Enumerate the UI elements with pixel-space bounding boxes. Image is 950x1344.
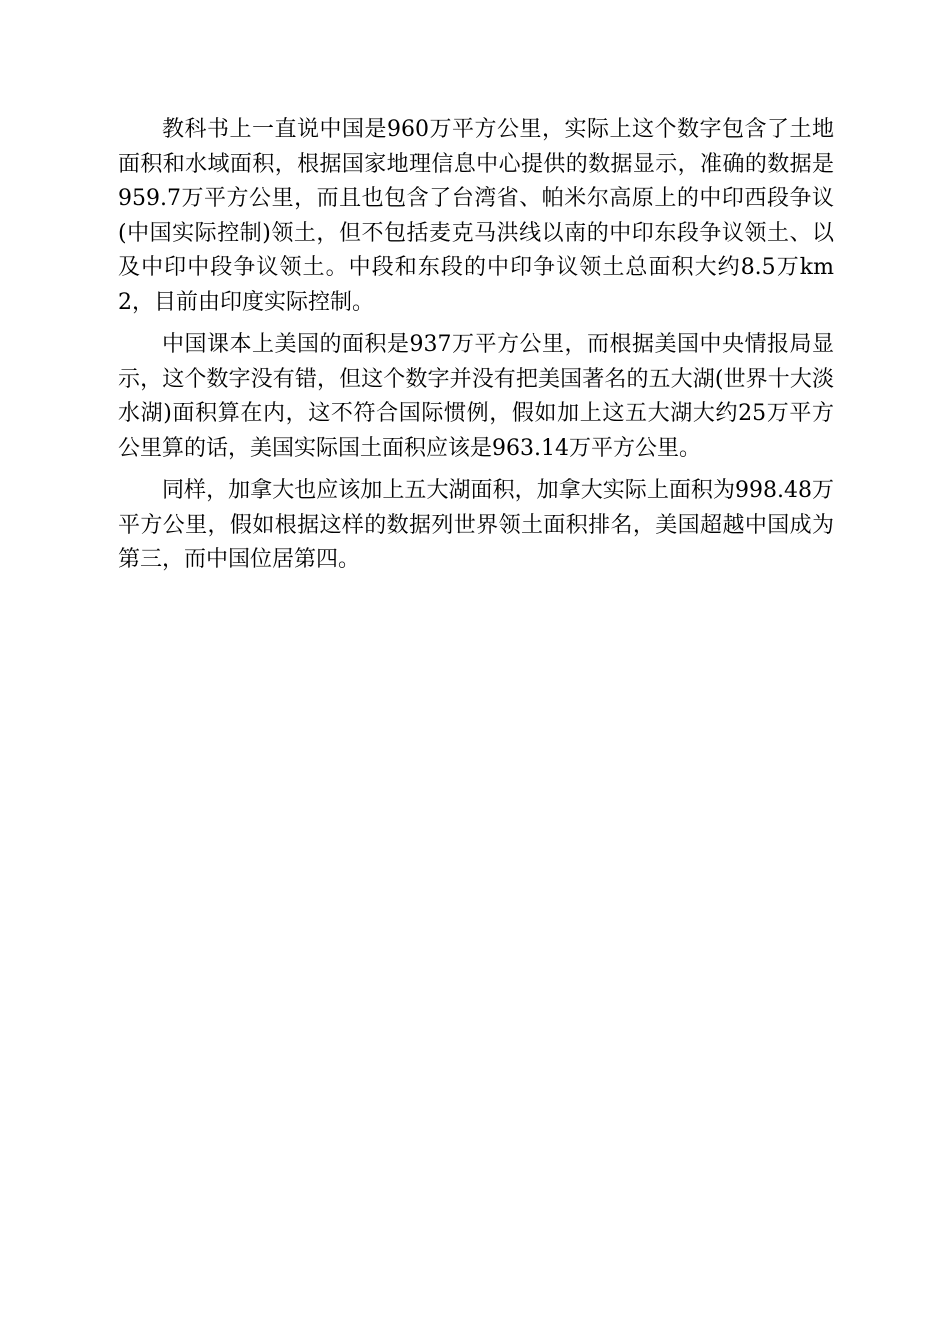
paragraph-canada-area: 同样，加拿大也应该加上五大湖面积，加拿大实际上面积为998.48万平方公里，假如根据这样的数据列世界领土面积排名，美国超越中国成为第三，而中国位居第四。 [118,478,834,572]
document-body [118,113,834,586]
paragraph-usa-area: 中国课本上美国的面积是937万平方公里，而根据美国中央情报局显示，这个数字没有错，但这个数字并没有把美国著名的五大湖(世界十大淡水湖)面积算在内，这不符合国际惯例，假如加上这五大湖大约25万平方公里算的话，美国实际国土面积应该是963.14万平方公里。 [118,332,834,461]
paragraph-china-area: 教科书上一直说中国是960万平方公里，实际上这个数字包含了土地面积和水域面积，根据国家地理信息中心提供的数据显示，准确的数据是959.7万平方公里，而且也包含了台湾省、帕米尔高原上的中印西段争议(中国实际控制)领土，但不包括麦克马洪线以南的中印东段争议领土、以及中印中段争议领土。中段和东段的中印争议领土总面积大约8.5万km2，目前由印度实际控制。 [118,117,834,315]
